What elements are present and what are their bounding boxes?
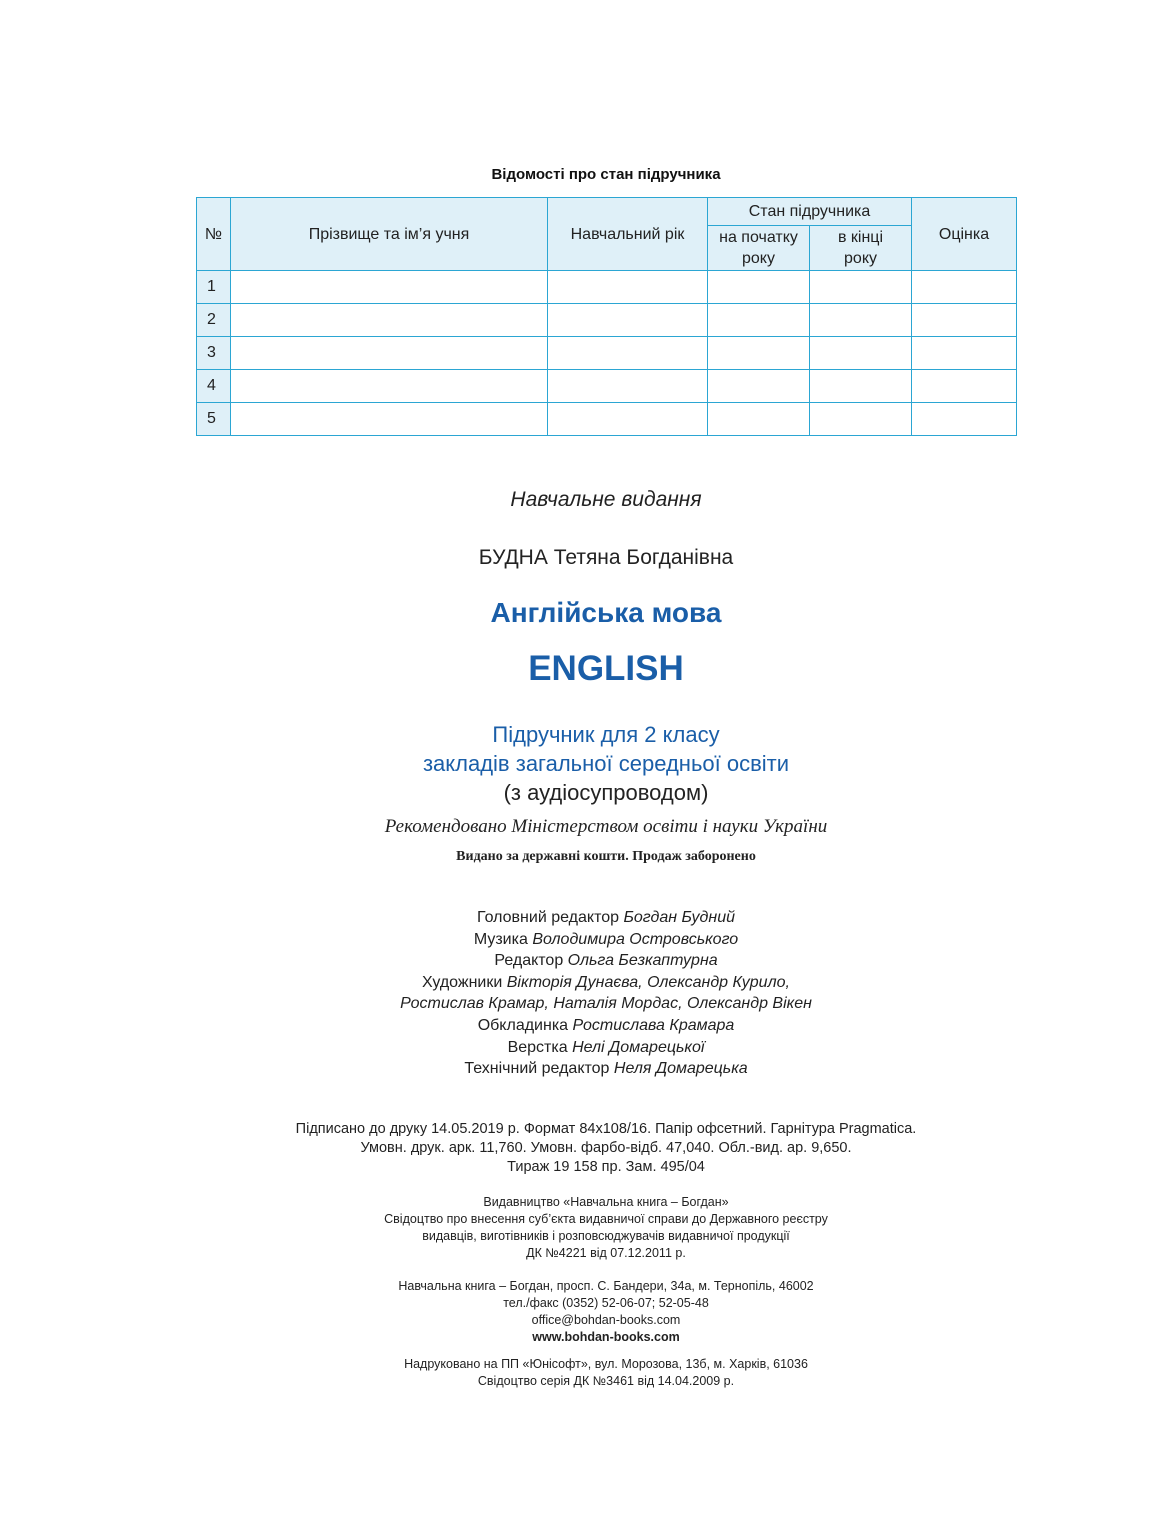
printer-info <box>0 1356 1162 1390</box>
publisher-info <box>0 1194 1162 1262</box>
cell-end[interactable] <box>810 337 912 370</box>
imprint-line: Підписано до друку 14.05.2019 р. Формат 84х108/16. Папір офсетний. Гарнітура Pragmatica. <box>295 1121 917 1137</box>
print-specs <box>0 1120 1162 1177</box>
cell-start[interactable] <box>708 403 810 436</box>
subtitle-line: Підручник для 2 класу <box>492 722 720 747</box>
phone: тел./факс (0352) 52-06-07; 52-05-48 <box>503 1296 709 1310</box>
credit-line: Музика Володимира Островського <box>473 930 739 948</box>
cell-name[interactable] <box>231 271 548 304</box>
imprint-line: Тираж 19 158 пр. Зам. 495/04 <box>507 1159 705 1175</box>
publisher-line: Свідоцтво про внесення суб’єкта видавничої справи до Державного реєстру <box>384 1212 828 1226</box>
cell-grade[interactable] <box>912 304 1017 337</box>
publisher-line: ДК №4221 від 07.12.2011 р. <box>526 1246 686 1260</box>
cell-end[interactable] <box>810 370 912 403</box>
author: БУДНА Тетяна Богданівна <box>478 546 734 569</box>
table-row <box>197 304 1017 337</box>
subtitle-line: (з аудіосупроводом) <box>503 780 709 805</box>
printer-line: Надруковано на ПП «Юнісофт», вул. Морозова, 13б, м. Харків, 61036 <box>404 1357 808 1371</box>
table-row <box>197 271 1017 304</box>
cell-name[interactable] <box>231 304 548 337</box>
row-number: 4 <box>197 370 231 403</box>
cell-grade[interactable] <box>912 370 1017 403</box>
header-condition: Стан підручника <box>708 198 912 226</box>
cell-end[interactable] <box>810 304 912 337</box>
credit-line: Обкладинка Ростислава Крамара <box>477 1016 735 1034</box>
cell-start[interactable] <box>708 271 810 304</box>
row-number: 5 <box>197 403 231 436</box>
title-ukrainian: Англійська мова <box>490 597 722 628</box>
imprint-line: Умовн. друк. арк. 11,760. Умовн. фарбо-відб. 47,040. Обл.-вид. ар. 9,650. <box>360 1140 852 1156</box>
cell-end[interactable] <box>810 403 912 436</box>
credit-line: Художники Вікторія Дунаєва, Олександр Курило, <box>422 973 790 991</box>
header-school-year: Навчальний рік <box>548 198 708 271</box>
publisher-contacts <box>0 1278 1162 1346</box>
cell-start[interactable] <box>708 304 810 337</box>
row-number: 1 <box>197 271 231 304</box>
credit-line: Ростислав Крамар, Наталія Мордас, Олександр Вікен <box>400 995 812 1013</box>
header-number: № <box>197 198 231 271</box>
publisher-line: видавців, виготівників і розповсюджувачів видавничої продукції <box>422 1229 790 1243</box>
row-number: 2 <box>197 304 231 337</box>
address: Навчальна книга – Богдан, просп. С. Бандери, 34а, м. Тернопіль, 46002 <box>398 1279 814 1293</box>
cell-end[interactable] <box>810 271 912 304</box>
cell-year[interactable] <box>548 403 708 436</box>
publisher-line: Видавництво «Навчальна книга – Богдан» <box>483 1195 729 1209</box>
credit-line: Верстка Нелі Домарецької <box>507 1038 705 1056</box>
credits <box>0 907 1162 1080</box>
table-row <box>197 370 1017 403</box>
cell-name[interactable] <box>231 337 548 370</box>
credit-line: Редактор Ольга Безкаптурна <box>494 952 718 970</box>
cell-grade[interactable] <box>912 271 1017 304</box>
subtitle-line: закладів загальної середньої освіти <box>422 751 790 776</box>
cell-grade[interactable] <box>912 337 1017 370</box>
credit-line: Головний редактор Богдан Будний <box>477 909 735 926</box>
cell-name[interactable] <box>231 403 548 436</box>
row-number: 3 <box>197 337 231 370</box>
table-row <box>197 337 1017 370</box>
subtitle <box>0 720 1162 807</box>
cell-start[interactable] <box>708 337 810 370</box>
header-start-of-year: на початку року <box>708 226 810 271</box>
title-english: ENGLISH <box>528 649 684 688</box>
header-grade: Оцінка <box>912 198 1017 271</box>
cell-year[interactable] <box>548 337 708 370</box>
cell-year[interactable] <box>548 271 708 304</box>
header-student-name: Прізвище та ім’я учня <box>231 198 548 271</box>
header-end-of-year: в кінці року <box>810 226 912 271</box>
recommendation: Рекомендовано Міністерством освіти і науки України <box>384 816 828 837</box>
cell-name[interactable] <box>231 370 548 403</box>
printer-line: Свідоцтво серія ДК №3461 від 14.04.2009 р. <box>477 1374 735 1388</box>
textbook-condition-table <box>196 197 1017 436</box>
cell-start[interactable] <box>708 370 810 403</box>
state-funds-notice: Видано за державні кошти. Продаж заборонено <box>456 849 756 864</box>
credit-line: Технічний редактор Неля Домарецька <box>464 1060 748 1078</box>
website-link[interactable]: www.bohdan-books.com <box>532 1330 680 1344</box>
table-title: Відомості про стан підручника <box>491 166 721 183</box>
edition-type: Навчальне видання <box>510 488 702 511</box>
email-link[interactable]: office@bohdan-books.com <box>531 1313 681 1327</box>
cell-year[interactable] <box>548 370 708 403</box>
table-row <box>197 403 1017 436</box>
cell-grade[interactable] <box>912 403 1017 436</box>
cell-year[interactable] <box>548 304 708 337</box>
